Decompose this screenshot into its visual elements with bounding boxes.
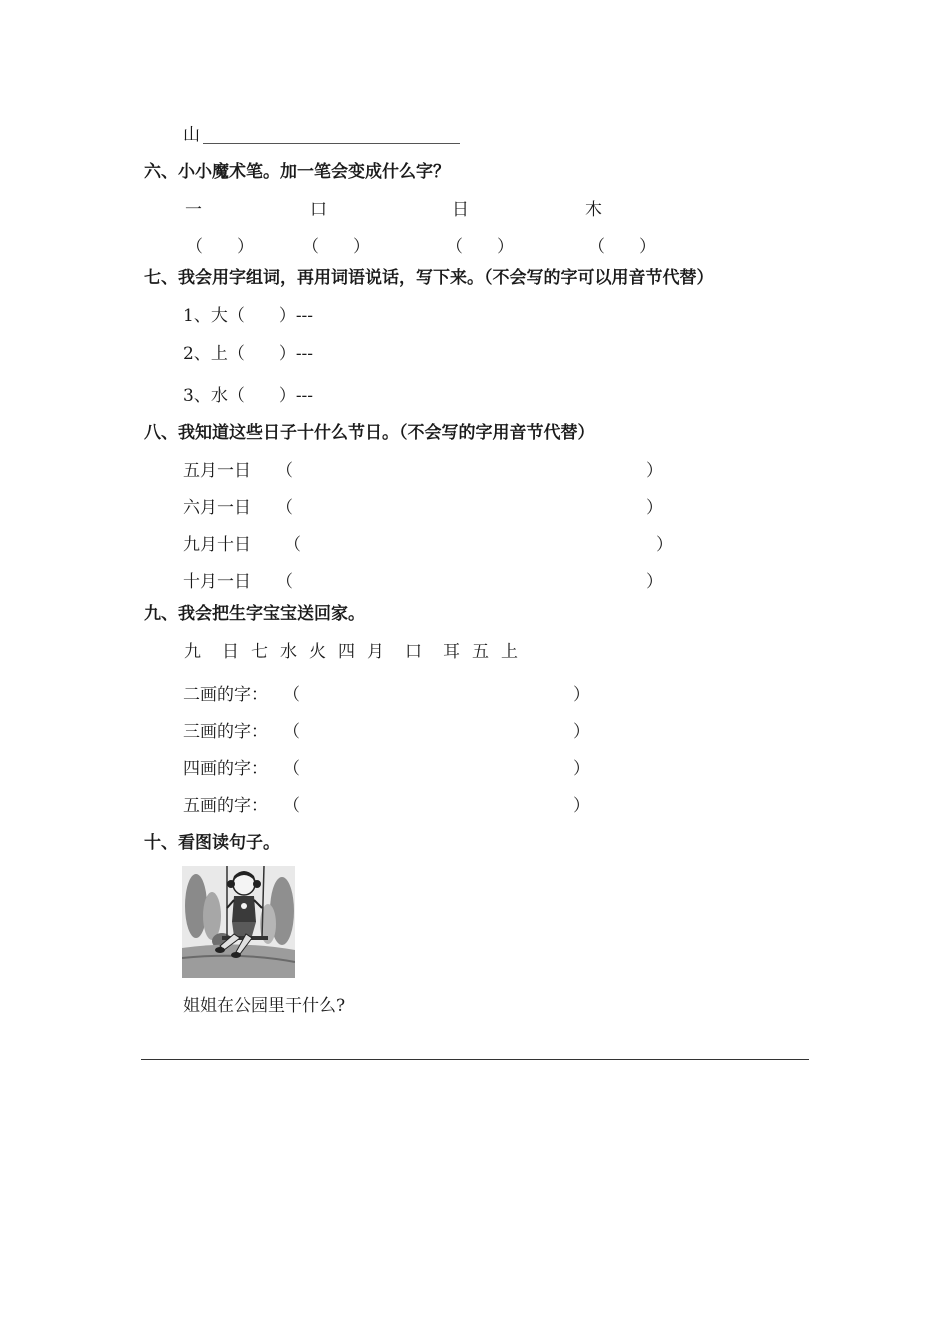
s9-row-1-open: （ <box>283 685 300 705</box>
s9-char: 五 <box>472 642 489 662</box>
picture-question: 姐姐在公园里干什么? <box>183 996 346 1016</box>
s9-char: 火 <box>309 642 326 662</box>
s9-char: 月 <box>367 642 384 662</box>
s9-char: 七 <box>251 642 268 662</box>
s7-item-1[interactable]: 1、大（ ）--- <box>183 306 314 326</box>
s6-char-3: 日 <box>452 200 469 220</box>
s6-answer-1[interactable]: （ ） <box>186 237 254 257</box>
s9-char: 水 <box>280 642 297 662</box>
s9-char: 四 <box>338 642 355 662</box>
section-10-heading: 十、看图读句子。 <box>144 833 280 853</box>
s9-row-2-close: ） <box>573 722 590 742</box>
s6-answer-4[interactable]: （ ） <box>588 237 656 257</box>
s9-char: 上 <box>501 642 518 662</box>
s9-char: 九 <box>184 642 201 662</box>
section-7-heading: 七、我会用字组词，再用词语说话，写下来。（不会写的字可以用音节代替） <box>144 268 714 288</box>
s9-row-1-label: 二画的字： <box>183 685 268 705</box>
s7-item-2[interactable]: 2、上（ ）--- <box>183 344 314 364</box>
s7-item-3[interactable]: 3、水（ ）--- <box>183 386 314 406</box>
s9-char: 口 <box>405 642 422 662</box>
s8-close-1: ） <box>646 461 663 481</box>
s9-row-4-close: ） <box>573 796 590 816</box>
s9-row-2-open: （ <box>283 722 300 742</box>
s8-open-2: （ <box>276 498 293 518</box>
s8-date-4: 十月一日 <box>183 572 251 592</box>
answer-line <box>203 143 460 144</box>
shan-char: 山 <box>183 125 200 145</box>
s8-date-2: 六月一日 <box>183 498 251 518</box>
s6-char-4: 木 <box>585 200 602 220</box>
section-9-heading: 九、我会把生字宝宝送回家。 <box>144 604 365 624</box>
s6-char-1: 一 <box>185 200 202 220</box>
s9-row-2-label: 三画的字： <box>183 722 268 742</box>
s9-char: 耳 <box>443 642 460 662</box>
s6-char-2: 口 <box>310 200 327 220</box>
s9-row-4-open: （ <box>283 796 300 816</box>
s9-row-1-close: ） <box>573 685 590 705</box>
s8-close-4: ） <box>646 572 663 592</box>
s9-row-3-label: 四画的字： <box>183 759 268 779</box>
s8-open-4: （ <box>276 572 293 592</box>
s9-row-3-open: （ <box>283 759 300 779</box>
s6-answer-3[interactable]: （ ） <box>446 237 514 257</box>
page-divider <box>141 1059 809 1060</box>
s8-date-3: 九月十日 <box>183 535 251 555</box>
s9-char: 日 <box>222 642 239 662</box>
s6-answer-2[interactable]: （ ） <box>302 237 370 257</box>
girl-on-swing-illustration <box>182 866 295 978</box>
s8-close-3: ） <box>656 535 673 555</box>
s9-row-3-close: ） <box>573 759 590 779</box>
s8-date-1: 五月一日 <box>183 461 251 481</box>
section-6-heading: 六、小小魔术笔。加一笔会变成什么字？ <box>144 162 450 182</box>
s8-open-3: （ <box>284 535 301 555</box>
s9-row-4-label: 五画的字： <box>183 796 268 816</box>
section-8-heading: 八、我知道这些日子十什么节日。（不会写的字用音节代替） <box>144 423 595 443</box>
s8-close-2: ） <box>646 498 663 518</box>
s8-open-1: （ <box>276 461 293 481</box>
